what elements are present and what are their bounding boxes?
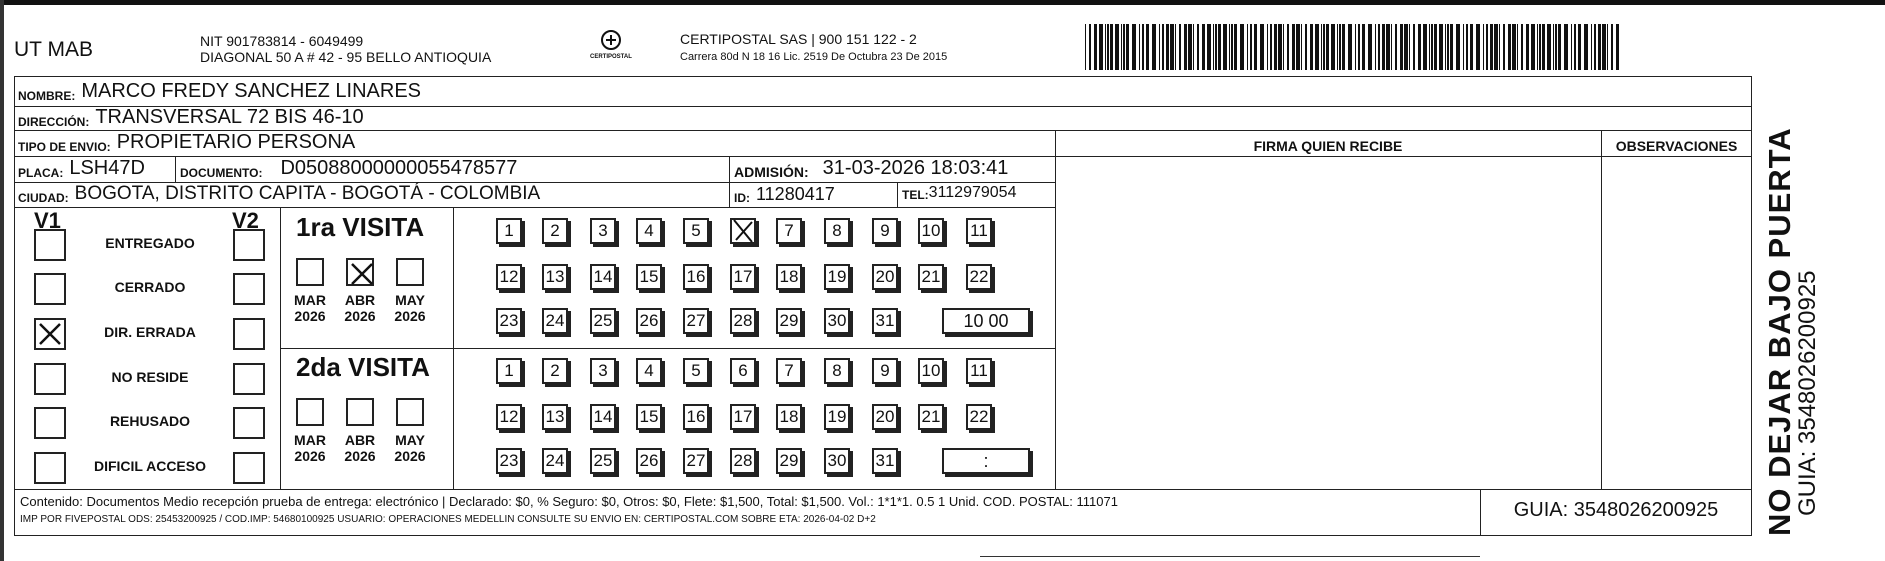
- tel-label: TEL:: [902, 188, 929, 202]
- day-box[interactable]: 19: [824, 404, 850, 430]
- side-warning: NO DEJAR BAJO PUERTA: [1762, 127, 1797, 536]
- barcode-bar: [1382, 24, 1385, 70]
- month-name: ABR: [344, 432, 376, 448]
- day-box[interactable]: 26: [636, 448, 662, 474]
- barcode-bar: [1391, 24, 1392, 70]
- day-box[interactable]: 27: [683, 308, 709, 334]
- barcode-bar: [1539, 24, 1541, 70]
- ciudad-row: [18, 183, 540, 205]
- day-box[interactable]: 21: [918, 264, 944, 290]
- barcode-bar: [1512, 24, 1516, 70]
- day-box[interactable]: 9: [872, 358, 898, 384]
- barcode-bar: [1517, 24, 1518, 70]
- barcode-bar: [1395, 24, 1397, 70]
- day-box[interactable]: 23: [496, 308, 522, 334]
- barcode-bar: [1348, 24, 1352, 70]
- day-box[interactable]: 3: [590, 358, 616, 384]
- company-name: UT MAB: [14, 38, 93, 61]
- status-option-label: DIFICIL ACCESO: [93, 458, 206, 474]
- barcode-bar: [1107, 24, 1109, 70]
- documento-label: DOCUMENTO:: [180, 166, 263, 180]
- barcode-bar: [1602, 24, 1606, 70]
- barcode-bar: [1310, 24, 1313, 70]
- day-box-marked[interactable]: [730, 218, 756, 244]
- nombre-value: MARCO FREDY SANCHEZ LINARES: [81, 80, 422, 102]
- v1-checkbox[interactable]: [34, 273, 66, 305]
- documento-row: [180, 157, 517, 180]
- barcode-bar: [1339, 24, 1341, 70]
- day-box[interactable]: 7: [776, 218, 802, 244]
- barcode-bar: [1240, 24, 1244, 70]
- day-box[interactable]: 11: [966, 218, 992, 244]
- barcode-bar: [1447, 24, 1449, 70]
- barcode-bar: [1188, 24, 1192, 70]
- barcode-bar: [1558, 24, 1561, 70]
- v1-checkbox[interactable]: [34, 363, 66, 395]
- day-box[interactable]: 10: [918, 358, 944, 384]
- month-checkbox[interactable]: [346, 258, 374, 286]
- barcode-bar: [1594, 24, 1596, 70]
- barcode-bar: [1521, 24, 1523, 70]
- day-box[interactable]: 12: [496, 264, 522, 290]
- day-box[interactable]: 15: [636, 404, 662, 430]
- day-box[interactable]: 17: [730, 404, 756, 430]
- barcode-bar: [1229, 24, 1230, 70]
- barcode-bar: [1323, 24, 1325, 70]
- day-box[interactable]: 4: [636, 218, 662, 244]
- company-address: DIAGONAL 50 A # 42 - 95 BELLO ANTIOQUIA: [200, 49, 492, 65]
- documento-value: D05088000000055478577: [280, 157, 518, 179]
- direccion-label: DIRECCIÓN:: [18, 115, 90, 129]
- barcode-bar: [1368, 24, 1372, 70]
- barcode-bar: [1463, 24, 1464, 70]
- month-checkbox[interactable]: [346, 398, 374, 426]
- day-box[interactable]: 2: [542, 358, 568, 384]
- day-box[interactable]: 25: [590, 308, 616, 334]
- barcode-bar: [1287, 24, 1289, 70]
- barcode-bar: [1213, 24, 1214, 70]
- footer-imp: IMP POR FIVEPOSTAL ODS: 25453200925 / COD.IMP: 54680100925 USUARIO: OPERACIONES MEDELLIN CONSULTE SU ENVIO EN: CERTIPOSTAL.COM SOBRE ETA: 2026-04-02 D+2: [20, 514, 876, 525]
- day-box[interactable]: 19: [824, 264, 850, 290]
- day-box[interactable]: 8: [824, 218, 850, 244]
- month-year: 2026: [394, 448, 426, 464]
- v2-header: V2: [232, 208, 259, 233]
- month-name: MAY: [395, 292, 425, 308]
- barcode-bar: [1260, 24, 1264, 70]
- barcode-bar: [1267, 24, 1268, 70]
- barcode-bar: [1358, 24, 1360, 70]
- tipo-label: TIPO DE ENVIO:: [18, 140, 111, 154]
- barcode-bar: [1207, 24, 1211, 70]
- barcode-bar: [1553, 24, 1554, 70]
- tipo-row: [18, 131, 355, 154]
- barcode-bar: [1362, 24, 1365, 70]
- day-box[interactable]: 23: [496, 448, 522, 474]
- barcode-bar: [1542, 24, 1545, 70]
- barcode-bar: [1132, 24, 1136, 70]
- barcode-bar: [1159, 24, 1160, 70]
- day-box[interactable]: 21: [918, 404, 944, 430]
- month-name: MAR: [294, 432, 326, 448]
- barcode-bar: [1537, 24, 1538, 70]
- placa-label: PLACA:: [18, 166, 64, 180]
- day-box[interactable]: 13: [542, 264, 568, 290]
- visit-title: 2da VISITA: [296, 352, 430, 382]
- barcode-bar: [1094, 24, 1097, 70]
- day-box[interactable]: 1: [496, 358, 522, 384]
- day-box[interactable]: 10: [918, 218, 944, 244]
- barcode-bar: [1234, 24, 1237, 70]
- day-box[interactable]: 22: [966, 404, 992, 430]
- barcode-bar: [1175, 24, 1176, 70]
- ciudad-label: CIUDAD:: [18, 191, 69, 205]
- barcode-bar: [1456, 24, 1460, 70]
- direccion-value: TRANSVERSAL 72 BIS 46-10: [95, 106, 364, 128]
- barcode-bar: [1526, 24, 1529, 70]
- day-box[interactable]: 3: [590, 218, 616, 244]
- day-box[interactable]: 5: [683, 358, 709, 384]
- day-box[interactable]: 5: [683, 218, 709, 244]
- day-box[interactable]: 20: [872, 264, 898, 290]
- status-option-label: ENTREGADO: [105, 235, 195, 251]
- barcode-bar: [1378, 24, 1380, 70]
- month-checkbox[interactable]: [396, 398, 424, 426]
- v2-checkbox[interactable]: [233, 229, 265, 261]
- day-box[interactable]: 7: [776, 358, 802, 384]
- barcode-bar: [1476, 24, 1480, 70]
- barcode-bar: [1254, 24, 1257, 70]
- barcode-bar: [1418, 24, 1421, 70]
- tipo-value: PROPIETARIO PERSONA: [116, 131, 356, 153]
- ciudad-value: BOGOTA, DISTRITO CAPITA - BOGOTÁ - COLOMBIA: [74, 183, 541, 204]
- direccion-row: [18, 106, 364, 129]
- left-edge: [0, 0, 4, 561]
- observaciones-label: OBSERVACIONES: [1615, 138, 1738, 154]
- barcode-bar: [1331, 24, 1335, 70]
- footer-contenido: Contenido: Documentos Medio recepción prueba de entrega: electrónico | Declarado: $0, % Seguro: $0, Otros: $0, Flete: $1,500, Total: $1,500. Vol.: 1*1*1. 0.5 1 Unid. COD. POSTAL: 111071: [20, 494, 1118, 509]
- day-box[interactable]: 28: [730, 308, 756, 334]
- barcode-bar: [1278, 24, 1282, 70]
- v1-checkbox[interactable]: [34, 318, 66, 350]
- barcode-bar: [1162, 24, 1164, 70]
- barcode-bar: [1431, 24, 1433, 70]
- barcode-bar: [1146, 24, 1149, 70]
- barcode-bar: [1179, 24, 1181, 70]
- v2-checkbox[interactable]: [233, 452, 265, 484]
- month-label: [292, 292, 328, 324]
- side-guia: GUIA: 3548026200925: [1794, 270, 1821, 516]
- day-box[interactable]: 25: [590, 448, 616, 474]
- side-text: [1762, 56, 1882, 536]
- day-box[interactable]: 29: [776, 448, 802, 474]
- day-box[interactable]: 2: [542, 218, 568, 244]
- barcode-bar: [1123, 24, 1125, 70]
- v2-checkbox[interactable]: [233, 407, 265, 439]
- barcode-bar: [1292, 24, 1295, 70]
- id-row: [734, 184, 835, 205]
- day-box[interactable]: 12: [496, 404, 522, 430]
- day-box[interactable]: 1: [496, 218, 522, 244]
- company-nit: NIT 901783814 - 6049499: [200, 33, 364, 49]
- barcode-bar: [1591, 24, 1592, 70]
- month-year: 2026: [344, 308, 376, 324]
- month-year: 2026: [294, 448, 326, 464]
- barcode-bar: [1531, 24, 1535, 70]
- barcode-bar: [1450, 24, 1453, 70]
- barcode-bar: [1499, 24, 1500, 70]
- barcode-bar: [1409, 24, 1410, 70]
- day-box[interactable]: 20: [872, 404, 898, 430]
- barcode-bar: [1202, 24, 1205, 70]
- visit-title: 1ra VISITA: [296, 212, 425, 242]
- status-option-label: REHUSADO: [109, 413, 191, 429]
- nombre-row: [18, 80, 421, 103]
- barcode-bar: [1085, 24, 1086, 70]
- barcode-bar: [1215, 24, 1217, 70]
- month-label: [342, 292, 378, 324]
- day-box[interactable]: 16: [683, 404, 709, 430]
- day-box[interactable]: 18: [776, 264, 802, 290]
- tel-row: [902, 184, 1016, 202]
- day-box[interactable]: 6: [730, 358, 756, 384]
- status-option-label: CERRADO: [114, 279, 186, 295]
- barcode-bar: [1170, 24, 1174, 70]
- status-option-label: DIR. ERRADA: [104, 324, 196, 340]
- barcode-bar: [1470, 24, 1473, 70]
- v2-checkbox[interactable]: [233, 363, 265, 395]
- barcode-bar: [1197, 24, 1199, 70]
- barcode-bar: [1342, 24, 1345, 70]
- barcode-bar: [1218, 24, 1221, 70]
- month-name: ABR: [344, 292, 376, 308]
- barcode-bar: [1193, 24, 1194, 70]
- barcode-bar: [1274, 24, 1277, 70]
- day-box[interactable]: 14: [590, 404, 616, 430]
- barcode-bar: [1429, 24, 1430, 70]
- barcode-bar: [1375, 24, 1376, 70]
- id-label: ID:: [734, 191, 750, 205]
- nombre-label: NOMBRE:: [18, 89, 76, 103]
- footer-guia: GUIA: 3548026200925: [1513, 499, 1719, 521]
- barcode-bar: [1508, 24, 1511, 70]
- barcode-bar: [1152, 24, 1156, 70]
- placa-value: LSH47D: [69, 157, 145, 179]
- barcode-bar: [1564, 24, 1568, 70]
- barcode-bar: [1607, 24, 1608, 70]
- day-box[interactable]: 22: [966, 264, 992, 290]
- day-box[interactable]: 31: [872, 448, 898, 474]
- barcode-bar: [1099, 24, 1103, 70]
- barcode-bar: [1611, 24, 1613, 70]
- day-box[interactable]: 14: [590, 264, 616, 290]
- day-box[interactable]: 24: [542, 448, 568, 474]
- barcode-bar: [1466, 24, 1468, 70]
- day-box[interactable]: 30: [824, 308, 850, 334]
- v1-checkbox[interactable]: [34, 229, 66, 261]
- barcode-bar: [1321, 24, 1322, 70]
- day-box[interactable]: 13: [542, 404, 568, 430]
- barcode-bar: [1250, 24, 1252, 70]
- day-box[interactable]: 11: [966, 358, 992, 384]
- v1-checkbox[interactable]: [34, 407, 66, 439]
- barcode-bar: [1584, 24, 1588, 70]
- carrier-name: CERTIPOSTAL SAS | 900 151 122 - 2: [680, 31, 917, 47]
- month-label: [392, 432, 428, 464]
- day-box[interactable]: 18: [776, 404, 802, 430]
- day-box[interactable]: 17: [730, 264, 756, 290]
- barcode-bar: [1110, 24, 1113, 70]
- v2-checkbox[interactable]: [233, 318, 265, 350]
- time-box[interactable]: :: [942, 448, 1030, 474]
- month-checkbox[interactable]: [296, 258, 324, 286]
- day-box[interactable]: 29: [776, 308, 802, 334]
- month-year: 2026: [394, 308, 426, 324]
- barcode-bar: [1166, 24, 1169, 70]
- barcode-bar: [1121, 24, 1122, 70]
- barcode-bar: [1231, 24, 1233, 70]
- day-box[interactable]: 4: [636, 358, 662, 384]
- barcode-bar: [1315, 24, 1319, 70]
- barcode: [1085, 24, 1625, 70]
- day-box[interactable]: 24: [542, 308, 568, 334]
- barcode-bar: [1223, 24, 1227, 70]
- status-option-label: NO RESIDE: [111, 369, 189, 385]
- month-name: MAY: [395, 432, 425, 448]
- barcode-bar: [1139, 24, 1140, 70]
- barcode-bar: [1305, 24, 1307, 70]
- barcode-bar: [1616, 24, 1619, 70]
- firma-label: FIRMA QUIEN RECIBE: [1253, 138, 1403, 154]
- day-box[interactable]: 9: [872, 218, 898, 244]
- month-label: [292, 432, 328, 464]
- v1-header: V1: [34, 208, 61, 233]
- barcode-bar: [1445, 24, 1446, 70]
- placa-row: [18, 157, 145, 180]
- month-name: MAR: [294, 292, 326, 308]
- barcode-bar: [1423, 24, 1427, 70]
- barcode-bar: [1247, 24, 1248, 70]
- barcode-bar: [1115, 24, 1119, 70]
- barcode-bar: [1296, 24, 1300, 70]
- tel-value: 3112979054: [928, 184, 1017, 201]
- barcode-bar: [1404, 24, 1408, 70]
- month-checkbox[interactable]: [396, 258, 424, 286]
- barcode-bar: [1574, 24, 1576, 70]
- day-box[interactable]: 31: [872, 308, 898, 334]
- admision-label: ADMISIÓN:: [734, 164, 809, 180]
- logo-caption: CERTIPOSTAL: [590, 54, 632, 60]
- barcode-bar: [1270, 24, 1272, 70]
- barcode-bar: [1555, 24, 1557, 70]
- barcode-bar: [1326, 24, 1329, 70]
- barcode-bar: [1413, 24, 1415, 70]
- day-box[interactable]: 26: [636, 308, 662, 334]
- barcode-bar: [1386, 24, 1390, 70]
- barcode-bar: [1126, 24, 1129, 70]
- id-value: 11280417: [756, 184, 835, 204]
- day-box[interactable]: 30: [824, 448, 850, 474]
- v1-checkbox[interactable]: [34, 452, 66, 484]
- top-band: [0, 0, 1885, 5]
- day-box[interactable]: 8: [824, 358, 850, 384]
- barcode-bar: [1184, 24, 1187, 70]
- barcode-bar: [1571, 24, 1572, 70]
- barcode-bar: [1578, 24, 1581, 70]
- barcode-bar: [1283, 24, 1284, 70]
- admision-row: [734, 157, 1008, 180]
- month-label: [392, 292, 428, 324]
- v2-checkbox[interactable]: [233, 273, 265, 305]
- barcode-bar: [1439, 24, 1443, 70]
- barcode-bar: [1355, 24, 1356, 70]
- barcode-bar: [1503, 24, 1505, 70]
- day-box[interactable]: 27: [683, 448, 709, 474]
- day-box[interactable]: 16: [683, 264, 709, 290]
- bottom-rule: [980, 556, 1480, 557]
- barcode-bar: [1105, 24, 1106, 70]
- time-box[interactable]: 10 00: [942, 308, 1030, 334]
- barcode-bar: [1142, 24, 1144, 70]
- barcode-bar: [1547, 24, 1551, 70]
- barcode-bar: [1598, 24, 1601, 70]
- barcode-bar: [1434, 24, 1437, 70]
- barcode-bar: [1337, 24, 1338, 70]
- barcode-bar: [1486, 24, 1488, 70]
- day-box[interactable]: 28: [730, 448, 756, 474]
- barcode-bar: [1490, 24, 1493, 70]
- barcode-bar: [1089, 24, 1091, 70]
- day-box[interactable]: 15: [636, 264, 662, 290]
- barcode-bar: [1400, 24, 1403, 70]
- admision-value: 31-03-2026 18:03:41: [822, 157, 1009, 179]
- barcode-bar: [1483, 24, 1484, 70]
- month-year: 2026: [294, 308, 326, 324]
- month-label: [342, 432, 378, 464]
- barcode-bar: [1494, 24, 1498, 70]
- month-checkbox[interactable]: [296, 398, 324, 426]
- month-year: 2026: [344, 448, 376, 464]
- barcode-bar: [1301, 24, 1302, 70]
- carrier-license: Carrera 80d N 18 16 Lic. 2519 De Octubra 23 De 2015: [680, 51, 948, 63]
